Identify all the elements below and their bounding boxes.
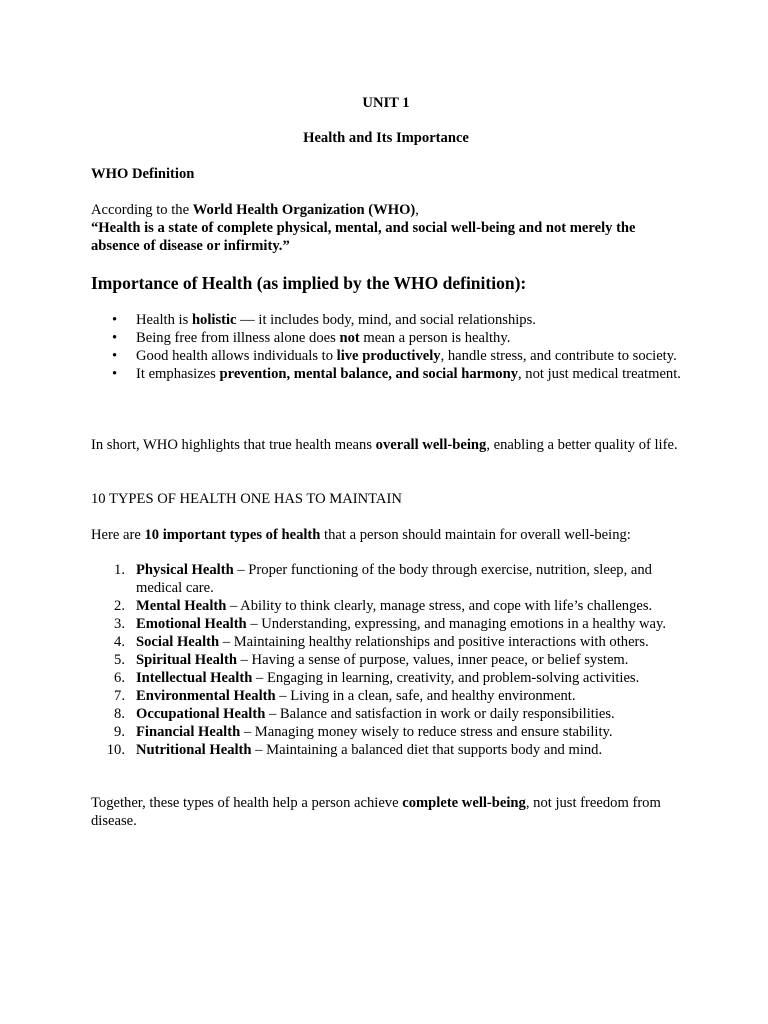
type-description: – Understanding, expressing, and managing emotions in a healthy way. xyxy=(246,616,667,632)
list-item xyxy=(91,741,681,759)
who-definition-heading: WHO Definition xyxy=(91,166,195,182)
who-intro-line xyxy=(91,201,681,219)
types-heading: 10 TYPES OF HEALTH ONE HAS TO MAINTAIN xyxy=(91,491,402,507)
types-intro-paragraph xyxy=(91,526,681,544)
paragraph-text: Here are xyxy=(91,527,145,543)
importance-heading: Importance of Health (as implied by the WHO definition): xyxy=(91,273,527,293)
who-intro-punct: , xyxy=(415,202,419,218)
paragraph-text: , enabling a better quality of life. xyxy=(486,437,678,453)
paragraph-emphasis: 10 important types of health xyxy=(144,527,321,543)
list-number: 4. xyxy=(114,634,125,650)
paragraph-text: In short, WHO highlights that true health means xyxy=(91,437,376,453)
list-item xyxy=(91,311,681,329)
list-item xyxy=(91,705,681,723)
type-name: Environmental Health xyxy=(136,688,276,704)
paragraph-text: that a person should maintain for overall well-being: xyxy=(320,527,631,543)
list-number: 6. xyxy=(114,670,125,686)
type-description: – Ability to think clearly, manage stress, and cope with life’s challenges. xyxy=(226,598,653,614)
type-name: Physical Health xyxy=(136,562,234,578)
together-paragraph xyxy=(91,794,681,830)
list-number: 8. xyxy=(114,706,125,722)
list-item xyxy=(91,329,681,347)
bullet-marker: • xyxy=(112,312,118,328)
type-name: Financial Health xyxy=(136,724,241,740)
bullet-marker: • xyxy=(112,366,118,382)
list-number: 1. xyxy=(114,562,125,578)
paragraph-emphasis: complete well-being xyxy=(402,795,526,811)
type-name: Emotional Health xyxy=(136,616,247,632)
type-description: – Managing money wisely to reduce stress and ensure stability. xyxy=(240,724,613,740)
type-description: – Balance and satisfaction in work or daily responsibilities. xyxy=(265,706,615,722)
list-item xyxy=(91,651,681,669)
list-item xyxy=(91,597,681,615)
who-intro-paragraph xyxy=(91,201,681,255)
bullet-text: Health is xyxy=(136,312,192,328)
bullet-text: It emphasizes xyxy=(136,366,220,382)
type-description: – Maintaining healthy relationships and positive interactions with others. xyxy=(219,634,649,650)
type-name: Nutritional Health xyxy=(136,742,252,758)
list-item xyxy=(91,687,681,705)
list-item xyxy=(91,723,681,741)
bullet-emphasis: holistic xyxy=(191,312,237,328)
list-number: 7. xyxy=(114,688,125,704)
type-name: Intellectual Health xyxy=(136,670,253,686)
who-intro-text: According to the xyxy=(91,202,193,218)
paragraph-text: , not just freedom from disease. xyxy=(91,795,661,829)
type-description: – Engaging in learning, creativity, and problem-solving activities. xyxy=(252,670,640,686)
bullet-text: , not just medical treatment. xyxy=(518,366,681,382)
type-description: – Maintaining a balanced diet that supports body and mind. xyxy=(251,742,603,758)
unit-title: UNIT 1 xyxy=(362,95,410,111)
document-title: Health and Its Importance xyxy=(303,130,469,146)
list-item xyxy=(91,615,681,633)
type-description: – Living in a clean, safe, and healthy environment. xyxy=(275,688,576,704)
type-description: – Proper functioning of the body through exercise, nutrition, sleep, and medical care. xyxy=(136,562,652,596)
paragraph-emphasis: overall well-being xyxy=(375,437,487,453)
bullet-text: — it includes body, mind, and social relationships. xyxy=(236,312,536,328)
list-number: 9. xyxy=(114,724,125,740)
type-name: Spiritual Health xyxy=(136,652,237,668)
list-item xyxy=(91,669,681,687)
importance-list xyxy=(91,311,681,383)
type-name: Social Health xyxy=(136,634,220,650)
bullet-marker: • xyxy=(112,330,118,346)
bullet-text: , handle stress, and contribute to society. xyxy=(440,348,677,364)
type-name: Occupational Health xyxy=(136,706,266,722)
paragraph-text: Together, these types of health help a person achieve xyxy=(91,795,403,811)
bullet-text: Being free from illness alone does xyxy=(136,330,340,346)
list-number: 3. xyxy=(114,616,125,632)
list-number: 10. xyxy=(106,742,125,758)
list-item xyxy=(91,633,681,651)
bullet-marker: • xyxy=(112,348,118,364)
bullet-emphasis: not xyxy=(339,330,360,346)
list-number: 5. xyxy=(114,652,125,668)
who-name: World Health Organization (WHO) xyxy=(192,202,416,218)
bullet-emphasis: live productively xyxy=(336,348,441,364)
in-short-paragraph xyxy=(91,436,681,454)
bullet-text: mean a person is healthy. xyxy=(359,330,511,346)
list-item xyxy=(91,347,681,365)
health-types-list xyxy=(91,561,681,759)
type-name: Mental Health xyxy=(136,598,227,614)
list-item xyxy=(91,365,681,383)
bullet-emphasis: prevention, mental balance, and social harmony xyxy=(219,366,518,382)
list-item xyxy=(91,561,681,597)
type-description: – Having a sense of purpose, values, inner peace, or belief system. xyxy=(236,652,629,668)
who-quote: “Health is a state of complete physical, mental, and social well-being and not merely the absence of disease or infirmity.” xyxy=(91,220,636,254)
bullet-text: Good health allows individuals to xyxy=(136,348,337,364)
list-number: 2. xyxy=(114,598,125,614)
